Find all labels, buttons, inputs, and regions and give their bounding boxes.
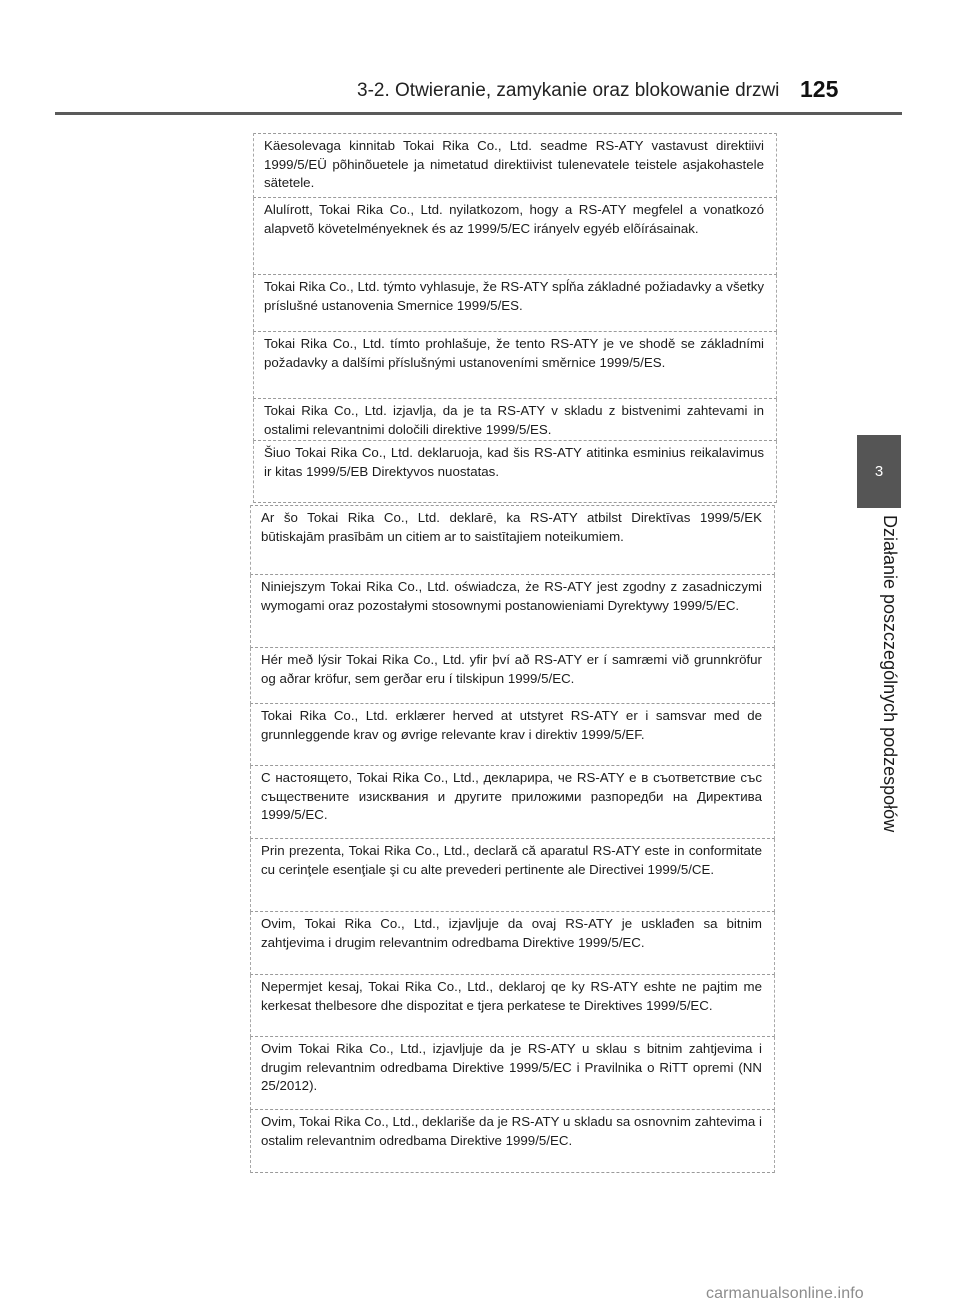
- declaration-text: С настоящето, Tokai Rika Co., Ltd., декларира, че RS-ATY е в съответствие със съществените изисквания и другите приложими разпоредби на Директива 1999/5/ЕС.: [261, 770, 762, 823]
- declaration-cell: [250, 975, 775, 1037]
- declaration-text: Ar šo Tokai Rika Co., Ltd. deklarē, ka RS-ATY atbilst Direktīvas 1999/5/EK būtiskajām prasībām un citiem ar to saistītajiem noteikumiem.: [261, 510, 762, 544]
- declaration-cell: [253, 133, 777, 198]
- page-number: 125: [800, 76, 839, 102]
- watermark-link[interactable]: carmanualsonline.info: [706, 1285, 864, 1302]
- declaration-cell: [250, 1037, 775, 1110]
- declaration-text: Tokai Rika Co., Ltd. erklærer herved at utstyret RS-ATY er i samsvar med de grunnleggende krav og øvrige relevante krav i direktiv 1999/5/EF.: [261, 708, 762, 742]
- chapter-number: 3: [874, 463, 884, 480]
- declaration-cell: [250, 766, 775, 839]
- declaration-cell: [250, 839, 775, 912]
- declaration-cell: [253, 399, 777, 441]
- declaration-text: Ovim, Tokai Rika Co., Ltd., deklariše da je RS-ATY u skladu sa osnovnim zahtevima i ostalim relevantnim odredbama Direktive 1999/5/EC.: [261, 1114, 762, 1148]
- declaration-cell: [253, 198, 777, 275]
- declaration-cell: [250, 1110, 775, 1173]
- declaration-text: Šiuo Tokai Rika Co., Ltd. deklaruoja, kad šis RS-ATY atitinka esminius reikalavimus ir kitas 1999/5/EB Direktyvos nuostatas.: [264, 445, 764, 479]
- declaration-text: Niniejszym Tokai Rika Co., Ltd. oświadcza, że RS-ATY jest zgodny z zasadniczymi wymogami oraz pozostałymi stosownymi postanowieniami Dyrektywy 1999/5/EC.: [261, 579, 762, 613]
- declaration-cell: [250, 912, 775, 975]
- declaration-cell: [250, 505, 775, 575]
- declaration-text: Käesolevaga kinnitab Tokai Rika Co., Ltd. seadme RS-ATY vastavust direktiivi 1999/5/EÜ põhinõuetele ja nimetatud direktiivist tulenevatele teistele asjakohastele sätetele.: [264, 138, 764, 191]
- declaration-text: Tokai Rika Co., Ltd. tímto prohlašuje, že tento RS-ATY je ve shodě se základními požadavky a dalšími příslušnými ustanoveními směrnice 1999/5/ES.: [264, 336, 764, 370]
- declaration-cell: [253, 275, 777, 332]
- declaration-cell: [250, 704, 775, 766]
- declaration-text: Nepermjet kesaj, Tokai Rika Co., Ltd., deklaroj qe ky RS-ATY eshte ne pajtim me kerkesat thelbesore dhe dispozitat e tjera perkatese te Direktives 1999/5/EC.: [261, 979, 762, 1013]
- declaration-text: Tokai Rika Co., Ltd. izjavlja, da je ta RS-ATY v skladu z bistvenimi zahtevami in ostalimi relevantnimi določili direktive 1999/5/ES.: [264, 403, 764, 437]
- declaration-cell: [253, 441, 777, 503]
- declaration-cell: [250, 648, 775, 704]
- declaration-text: Ovim, Tokai Rika Co., Ltd., izjavljuje da ovaj RS-ATY je usklađen sa bitnim zahtjevima i drugim relevantnim odredbama Direktive 1999/5/EC.: [261, 916, 762, 950]
- declaration-text: Prin prezenta, Tokai Rika Co., Ltd., declară că aparatul RS-ATY este in conformitate cu cerinţele esenţiale şi cu alte prevederi pertinente ale Directivei 1999/5/CE.: [261, 843, 762, 877]
- declaration-text: Tokai Rika Co., Ltd. týmto vyhlasuje, že RS-ATY spĺňa základné požiadavky a všetky príslušné ustanovenia Smernice 1999/5/ES.: [264, 279, 764, 313]
- declaration-cell: [250, 575, 775, 648]
- section-title: 3-2. Otwieranie, zamykanie oraz blokowanie drzwi: [357, 80, 780, 101]
- declaration-cell: [253, 332, 777, 399]
- declaration-text: Ovim Tokai Rika Co., Ltd., izjavljuje da je RS-ATY u sklau s bitnim zahtjevima i drugim relevantnim odredbama Direktive 1999/5/EC i Pravilnika o RiTT opremi (NN 25/2012).: [261, 1041, 762, 1094]
- declaration-text: Hér með lýsir Tokai Rika Co., Ltd. yfir því að RS-ATY er í samræmi við grunnkröfur og aðrar kröfur, sem gerðar eru í tilskipun 1999/5/EC.: [261, 652, 762, 686]
- chapter-title: Działanie poszczególnych podzespołów: [880, 515, 900, 833]
- declaration-text: Alulírott, Tokai Rika Co., Ltd. nyilatkozom, hogy a RS-ATY megfelel a vonatkozó alapvetõ követelményeknek és az 1999/5/EC irányelv egyéb elõírásainak.: [264, 202, 764, 236]
